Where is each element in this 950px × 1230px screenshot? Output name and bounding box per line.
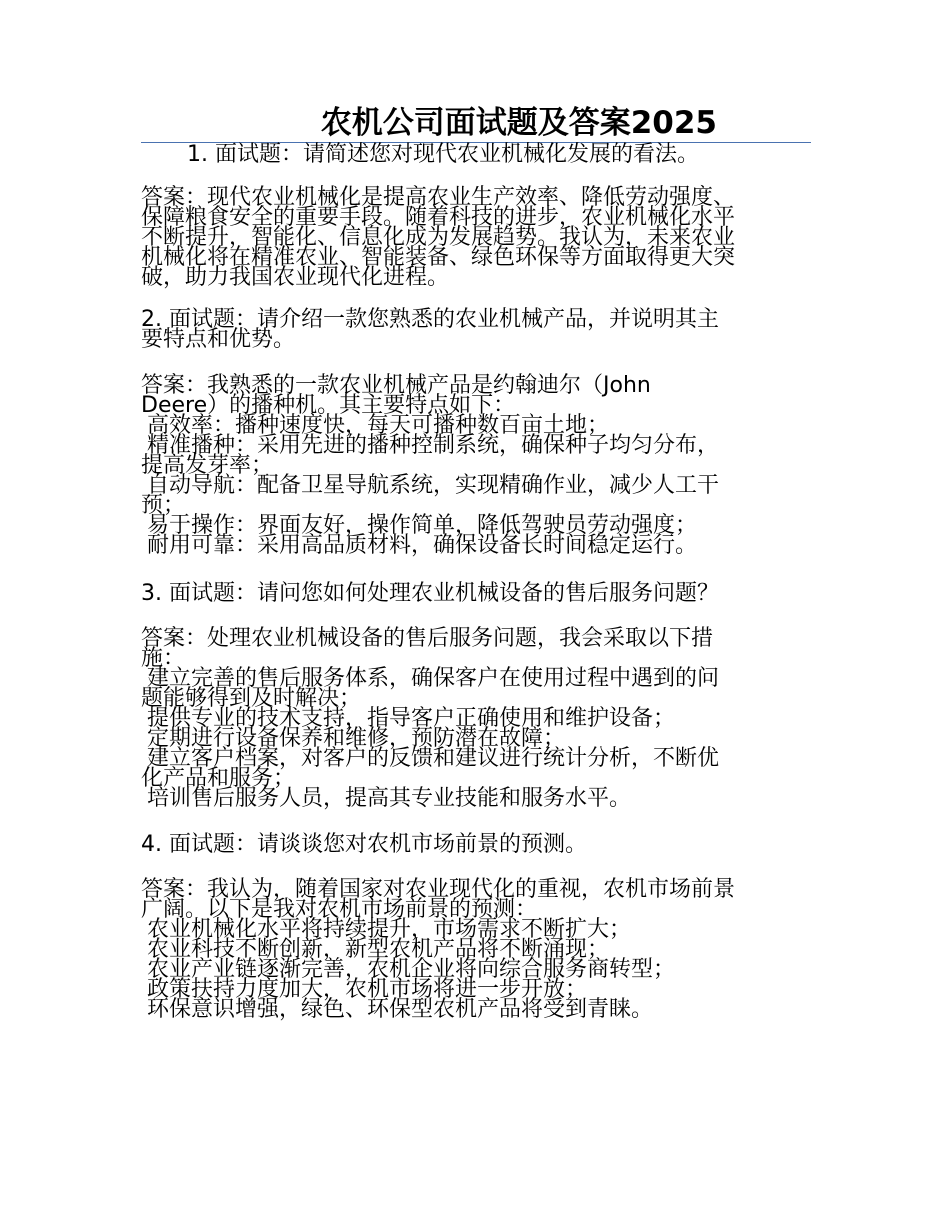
answer-1-line: 保障粮食安全的重要手段。随着科技的进步，农业机械化水平 <box>141 205 736 230</box>
answer-2-line: 高效率：播种速度快，每天可播种数百亩土地； <box>147 413 610 438</box>
answer-1-line: 机械化将在精准农业、智能装备、绿色环保等方面取得更大突 <box>141 245 736 270</box>
answer-4-line: 广阔。以下是我对农机市场前景的预测： <box>141 897 538 922</box>
answer-3-line: 答案：处理农业机械设备的售后服务问题，我会采取以下措 <box>141 626 714 651</box>
answer-1-line: 不断提升，智能化、信息化成为发展趋势。我认为，未来农业 <box>141 225 736 250</box>
answer-3 <box>141 626 811 811</box>
answer-2-line: 预； <box>141 493 186 518</box>
answer-3-line: 建立完善的售后服务体系，确保客户在使用过程中遇到的问 <box>147 666 720 691</box>
answer-3-line: 提供专业的技术支持，指导客户正确使用和维护设备； <box>147 706 676 731</box>
question-4: 4. 面试题：请谈谈您对农机市场前景的预测。 <box>141 832 587 857</box>
answer-2-line: Deere）的播种机。其主要特点如下： <box>141 393 516 418</box>
answer-3-line: 培训售后服务人员，提高其专业技能和服务水平。 <box>147 786 632 811</box>
question-2-line: 要特点和优势。 <box>141 327 296 352</box>
answer-2-line: 耐用可靠：采用高品质材料，确保设备长时间稳定运行。 <box>147 533 698 558</box>
answer-1-line: 答案：现代农业机械化是提高农业生产效率、降低劳动强度、 <box>141 185 736 210</box>
answer-4 <box>141 877 811 1022</box>
answer-1-line: 破，助力我国农业现代化进程。 <box>141 265 450 290</box>
answer-3-line: 题能够得到及时解决； <box>141 686 362 711</box>
answer-2-line: 答案：我熟悉的一款农业机械产品是约翰迪尔（John <box>141 373 651 398</box>
answer-3-line: 定期进行设备保养和维修，预防潜在故障； <box>147 726 566 751</box>
answer-2-line: 易于操作：界面友好，操作简单，降低驾驶员劳动强度； <box>147 513 698 538</box>
document-title: 农机公司面试题及答案2025 <box>320 105 717 141</box>
answer-4-line: 农业产业链逐渐完善，农机企业将向综合服务商转型； <box>147 957 676 982</box>
answer-1 <box>141 185 811 290</box>
answer-3-line: 化产品和服务； <box>141 766 296 791</box>
answer-4-line: 农业科技不断创新，新型农机产品将不断涌现； <box>147 937 610 962</box>
answer-2 <box>141 373 811 558</box>
answer-4-line: 答案：我认为，随着国家对农业现代化的重视，农机市场前景 <box>141 877 736 902</box>
document-page <box>141 104 811 1020</box>
answer-4-line: 政策扶持力度加大，农机市场将进一步开放； <box>147 977 588 1002</box>
answer-2-line: 自动导航：配备卫星导航系统，实现精确作业，减少人工干 <box>147 473 720 498</box>
answer-3-line: 施： <box>141 646 186 671</box>
answer-4-line: 农业机械化水平将持续提升，市场需求不断扩大； <box>147 917 632 942</box>
question-3: 3. 面试题：请问您如何处理农业机械设备的售后服务问题？ <box>141 581 719 606</box>
question-2-line: 2. 面试题：请介绍一款您熟悉的农业机械产品，并说明其主 <box>141 307 719 332</box>
answer-2-line: 精准播种：采用先进的播种控制系统，确保种子均匀分布， <box>147 433 720 458</box>
question-2 <box>141 307 811 352</box>
answer-3-line: 建立客户档案，对客户的反馈和建议进行统计分析，不断优 <box>147 746 720 771</box>
answer-4-line: 环保意识增强，绿色、环保型农机产品将受到青睐。 <box>147 997 654 1022</box>
answer-2-line: 提高发芽率； <box>141 453 274 478</box>
question-1: 1. 面试题：请简述您对现代农业机械化发展的看法。 <box>187 142 699 167</box>
